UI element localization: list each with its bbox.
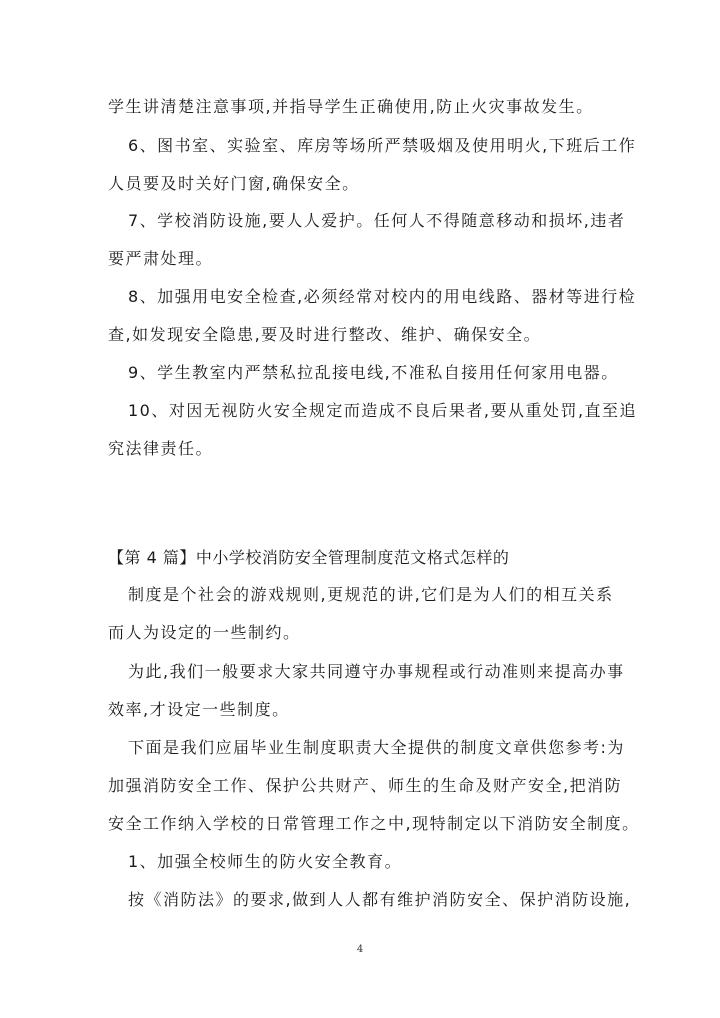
text-line: 学生讲清楚注意事项,并指导学生正确使用,防止火灾事故发生。 xyxy=(108,97,594,116)
text-line: 1、加强全校师生的防火安全教育。 xyxy=(128,852,403,871)
text-line: 效率,才设定一些制度。 xyxy=(108,700,290,719)
text-line: 人员要及时关好门窗,确保安全。 xyxy=(108,174,360,193)
page-number: 4 xyxy=(356,944,364,955)
text-line: 8、加强用电安全检查,必须经常对校内的用电线路、器材等进行检 xyxy=(128,287,637,306)
text-line: 6、图书室、实验室、库房等场所严禁吸烟及使用明火,下班后工作 xyxy=(128,136,637,155)
text-line: 7、学校消防设施,要人人爱护。任何人不得随意移动和损坏,违者 xyxy=(128,211,626,230)
text-line: 要严肃处理。 xyxy=(108,249,214,268)
text-line: 而人为设定的一些制约。 xyxy=(108,623,301,642)
text-line: 9、学生教室内严禁私拉乱接电线,不准私自接用任何家用电器。 xyxy=(128,363,619,382)
text-line: 安全工作纳入学校的日常管理工作之中,现特制定以下消防安全制度。 xyxy=(108,814,640,833)
text-line: 10、对因无视防火安全规定而造成不良后果者,要从重处罚,直至追 xyxy=(128,401,638,420)
text-line: 究法律责任。 xyxy=(108,439,214,458)
text-line: 按《消防法》的要求,做到人人都有维护消防安全、保护消防设施, xyxy=(128,890,632,909)
section-heading: 【第 4 篇】中小学校消防安全管理制度范文格式怎样的 xyxy=(108,548,510,567)
text-line: 制度是个社会的游戏规则,更规范的讲,它们是为人们的相互关系 xyxy=(128,585,614,604)
text-line: 下面是我们应届毕业生制度职责大全提供的制度文章供您参考:为 xyxy=(128,738,625,757)
text-line: 加强消防安全工作、保护公共财产、师生的生命及财产安全,把消防 xyxy=(108,776,623,795)
text-line: 为此,我们一般要求大家共同遵守办事规程或行动准则来提高办事 xyxy=(128,662,625,681)
text-line: 查,如发现安全隐患,要及时进行整改、维护、确保安全。 xyxy=(108,325,542,344)
